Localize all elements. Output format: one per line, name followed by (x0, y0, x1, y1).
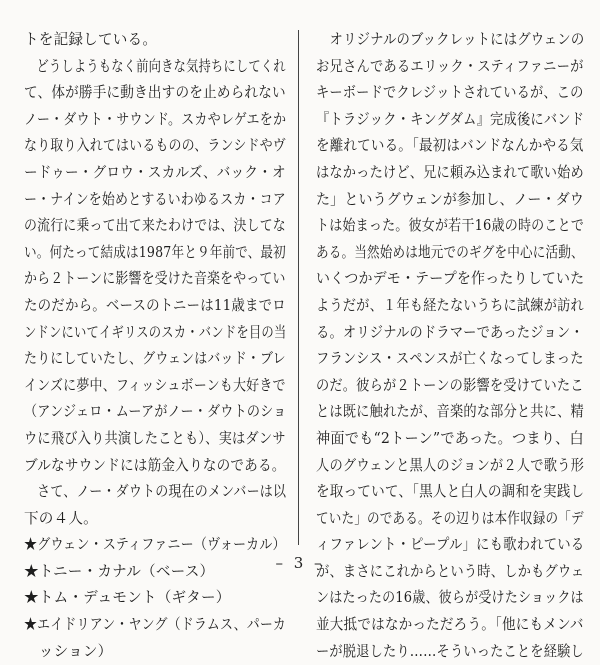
text-line: ていた」のである。その辺りは本作収録の「デ (316, 509, 584, 527)
text-line: 神面でも“2トーン”であった。つまり、白 (316, 429, 584, 447)
text-line: なり取り入れてはいるものの、ランシドやヴ (24, 137, 286, 155)
text-line: を離れている。「最初はバンドなんかやる気 (316, 137, 584, 155)
text-line: フランシス・スペンスが亡くなってしまった (316, 350, 584, 368)
page-number: – 3 – (275, 554, 325, 572)
text-line: ー・ナインを始めとするいわゆるスカ・コア (24, 190, 286, 208)
text-line: ノー・ダウト・サウンド。スカやレゲエをか (24, 110, 287, 128)
text-line: トを記録している。 (24, 31, 158, 48)
text-line: を取っていて、「黒人と白人の調和を実践し (316, 483, 585, 501)
text-line: トは始まった。彼女が若干16歳の時のことで (316, 217, 585, 235)
text-line: ンドンにいてイギリスのスカ・バンドを目の当 (24, 323, 287, 341)
text-line: て、体が勝手に動き出すのを止められない (24, 84, 286, 102)
text-line: さて、ノー・ダウトの現在のメンバーは以 (24, 483, 287, 501)
text-line: ★エイドリアン・ヤング（ドラムス、パーカ (24, 616, 286, 634)
text-line: る。オリジナルのドラマーであったジョン・ (316, 323, 584, 341)
text-line: ウに飛び入り共演したことも）、実はダンサ (24, 429, 286, 447)
text-line: たりにしていたし、グウェンはバッド・ブレ (24, 350, 286, 368)
text-line: インズに夢中、フィッシュボーンも大好きで (24, 376, 286, 394)
text-line: お兄さんであるエリック・スティファニーが (316, 57, 584, 75)
column-divider (298, 30, 299, 545)
text-line: が、まさにこれからという時、しかもグウェ (316, 562, 585, 580)
text-line: ようだが、１年も経たないうちに試練が訪れ (316, 296, 584, 314)
text-line: いくつかデモ・テープを作ったりしていた (316, 270, 585, 288)
text-line: ィファレント・ピープル」にも歌われている (316, 536, 585, 554)
text-line: ある。当然始めは地元でのギグを中心に活動、 (316, 243, 584, 261)
text-line: の流行に乗って出て来たわけでは、決してな (24, 217, 286, 235)
text-line: た」というグウェンが参加し、ノー・ダウ (316, 190, 585, 208)
text-line: 『トラジック・キングダム』完成後にバンド (316, 110, 585, 128)
text-line: キーボードでクレジットされているが、この (316, 84, 584, 102)
text-line: 下の４人。 (24, 509, 98, 527)
text-line: ーが脱退したり……そういったことを経験し (316, 642, 584, 660)
text-line: 人のグウェンと黒人のジョンが２人で歌う形 (316, 456, 585, 474)
text-line: のだ。彼らが２トーンの影響を受けていたこ (316, 376, 584, 394)
text-line: ブルなサウンドには筋金入りなのである。 (24, 456, 286, 474)
text-line: ッション） (24, 642, 113, 660)
text-line: （アンジェロ・ムーアがノー・ダウトのショ (24, 403, 287, 421)
text-line: から２トーンに影響を受けた音楽をやってい (24, 270, 286, 288)
text-line: い。何たって結成は1987年と９年前で、最初 (24, 243, 286, 261)
text-line: ★トニー・カナル（ベース） (24, 562, 215, 580)
text-line: オリジナルのブックレットにはグウェンの (316, 31, 585, 48)
text-line: とは既に触れたが、音楽的な部分と共に、精 (316, 403, 584, 421)
text-line: ンはたったの16歳、彼らが受けたショックは (316, 589, 584, 607)
text-line: どうしようもなく前向きな気持ちにしてくれ (24, 57, 286, 75)
text-line: はなかったけど、兄に頼み込まれて歌い始め (316, 163, 584, 181)
text-line: たのだから。ベースのトニーは11歳までロ (24, 296, 286, 314)
text-line: ★トム・デュモント（ギター） (24, 589, 231, 607)
text-line: ードゥー・グロウ・スカルズ、バック・オ (24, 163, 286, 181)
text-line: 並大抵ではなかっただろう。「他にもメンバ (316, 616, 584, 634)
text-line: ★グウェン・スティファニー（ヴォーカル） (24, 536, 286, 554)
